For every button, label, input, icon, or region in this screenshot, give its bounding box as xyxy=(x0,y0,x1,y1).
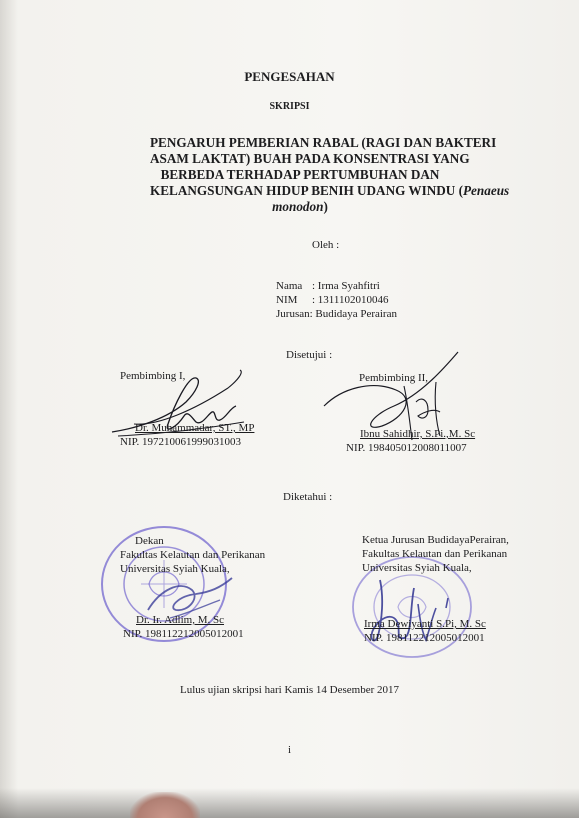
page-heading: PENGESAHAN xyxy=(244,69,335,84)
author-name-label: Nama xyxy=(276,280,303,292)
author-nim-label: NIM xyxy=(276,294,298,306)
approved-label: Disetujui : xyxy=(286,349,333,361)
finger-shadow xyxy=(130,792,200,818)
supervisor1-nip: NIP. 197210061999031003 xyxy=(120,436,242,448)
supervisor1-name: Dr. Muhammadar, ST., MP xyxy=(135,422,255,434)
head-dept-faculty: Fakultas Kelautan dan Perikanan xyxy=(362,548,508,560)
supervisor1-role: Pembimbing I, xyxy=(120,370,186,382)
dean-nip: NIP. 198112212005012001 xyxy=(123,628,244,640)
scan-shadow xyxy=(0,788,579,818)
head-dept-university: Universitas Syiah Kuala, xyxy=(362,562,472,574)
supervisor2-role: Pembimbing II, xyxy=(359,372,429,384)
thesis-title xyxy=(150,135,510,215)
dean-university: Universitas Syiah Kuala, xyxy=(120,563,230,575)
title-line-1: PENGARUH PEMBERIAN RABAL (RAGI DAN BAKTERI xyxy=(150,135,497,150)
supervisor1-signature xyxy=(98,366,258,446)
title-line-4 xyxy=(150,183,510,199)
head-dept-nip: NIP. 198112212005012001 xyxy=(364,632,485,644)
title-line-4-text: KELANGSUNGAN HIDUP BENIH UDANG WINDU ( xyxy=(150,183,463,198)
dean-name: Dr. Ir. Adlim, M. Sc xyxy=(136,614,225,626)
title-line-5-text: ) xyxy=(323,199,328,214)
supervisor2-name: Ibnu Sahidhir, S.Pi.,M. Sc xyxy=(360,428,476,440)
known-label: Diketahui : xyxy=(283,491,333,503)
author-name-value: : Irma Syahfitri xyxy=(312,280,380,292)
author-nim-value: : 1311102010046 xyxy=(312,294,389,306)
species-epithet: monodon xyxy=(272,199,324,214)
by-label: Oleh : xyxy=(312,239,340,251)
head-dept-name: Irma Dewiyanti S.Pi, M. Sc xyxy=(364,618,486,630)
exam-statement: Lulus ujian skripsi hari Kamis 14 Desember 2017 xyxy=(179,684,400,696)
dean-faculty: Fakultas Kelautan dan Perikanan xyxy=(120,549,266,561)
title-line-5 xyxy=(150,199,450,215)
title-line-2: ASAM LAKTAT) BUAH PADA KONSENTRASI YANG xyxy=(150,151,470,166)
supervisor2-nip: NIP. 198405012008011007 xyxy=(346,442,467,454)
dean-title: Dekan xyxy=(135,535,164,547)
species-genus: Penaeus xyxy=(463,183,510,198)
head-dept-title: Ketua Jurusan BudidayaPerairan, xyxy=(362,534,509,546)
page-number: i xyxy=(287,744,292,756)
author-department: Jurusan: Budidaya Perairan xyxy=(276,308,397,320)
page-subheading: SKRIPSI xyxy=(269,101,310,112)
head-dept-signature xyxy=(360,568,470,658)
title-line-3: BERBEDA TERHADAP PERTUMBUHAN DAN xyxy=(160,167,440,182)
